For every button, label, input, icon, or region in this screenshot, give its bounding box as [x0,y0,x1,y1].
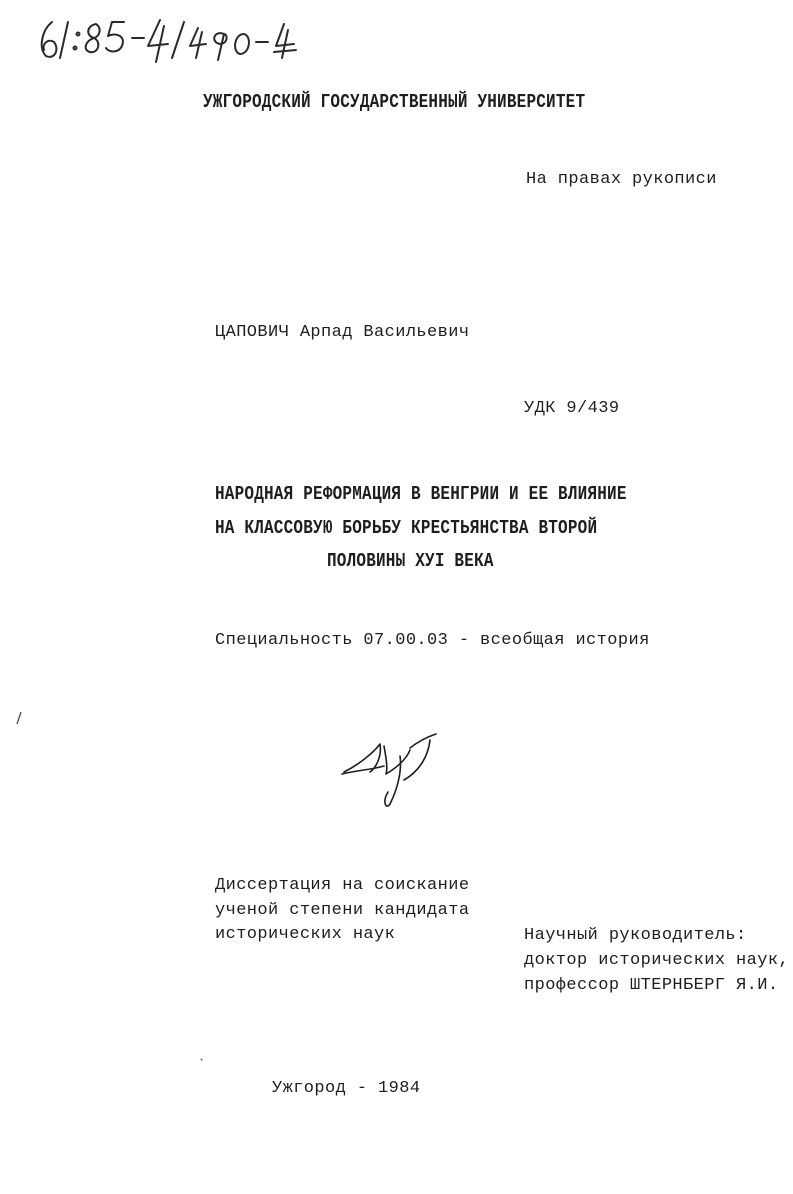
margin-mark [14,711,24,725]
dissertation-line-2: ученой степени кандидата [215,901,470,920]
supervisor-line-3: профессор ШТЕРНБЕРГ Я.И. [524,976,779,995]
signature-image [340,728,440,812]
author-name: ЦАПОВИЧ Арпад Васильевич [215,323,470,342]
dissertation-line-3: исторических наук [215,925,396,944]
manuscript-rights-note: На правах рукописи [526,170,717,189]
title-line-2: НА КЛАССОВУЮ БОРЬБУ КРЕСТЬЯНСТВА ВТОРОЙ [215,517,598,539]
speck [200,1058,203,1061]
city-year: Ужгород - 1984 [272,1079,421,1098]
dissertation-line-1: Диссертация на соискание [215,876,470,895]
handwritten-archive-note [34,8,304,68]
specialty-line: Специальность 07.00.03 - всеобщая история [215,631,650,650]
supervisor-line-2: доктор исторических наук, [524,951,790,970]
university-name: УЖГОРОДСКИЙ ГОСУДАРСТВЕННЫЙ УНИВЕРСИТЕТ [203,91,586,113]
title-line-1: НАРОДНАЯ РЕФОРМАЦИЯ В ВЕНГРИИ И ЕЕ ВЛИЯНИЕ [215,483,627,505]
supervisor-line-1: Научный руководитель: [524,926,747,945]
title-line-3: ПОЛОВИНЫ ХУI ВЕКА [327,550,494,572]
udk-code: УДК 9/439 [524,399,620,418]
